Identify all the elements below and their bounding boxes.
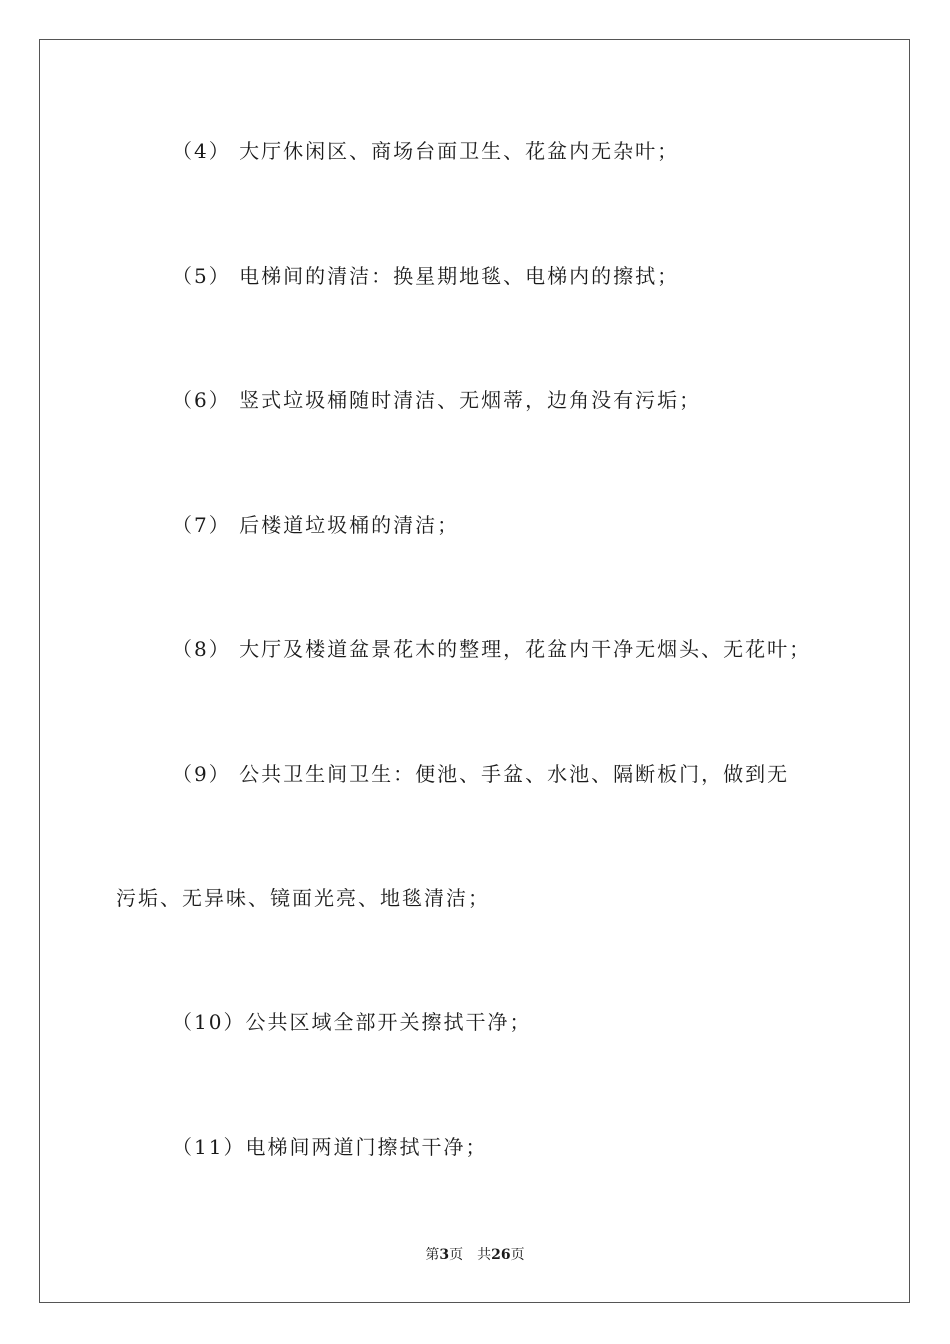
page-border bbox=[39, 39, 910, 1303]
list-item-6: （6） 竖式垃圾桶随时清洁、无烟蒂，边角没有污垢； bbox=[172, 388, 702, 412]
page-footer bbox=[0, 1246, 950, 1264]
page-prefix: 第 bbox=[425, 1247, 440, 1263]
list-item-4: （4） 大厅休闲区、商场台面卫生、花盆内无杂叶； bbox=[172, 139, 680, 163]
list-item-7: （7） 后楼道垃圾桶的清洁； bbox=[172, 513, 460, 537]
total-prefix: 共 bbox=[477, 1247, 492, 1263]
list-item-11: （11）电梯间两道门擦拭干净； bbox=[172, 1135, 488, 1159]
page-number: 3 bbox=[439, 1247, 450, 1263]
total-pages: 26 bbox=[491, 1247, 511, 1263]
list-item-5: （5） 电梯间的清洁：换星期地毯、电梯内的擦拭； bbox=[172, 264, 680, 288]
list-item-10: （10）公共区域全部开关擦拭干净； bbox=[172, 1010, 532, 1034]
list-item-9: （9） 公共卫生间卫生：便池、手盆、水池、隔断板门，做到无 bbox=[172, 762, 790, 786]
list-item-8: （8） 大厅及楼道盆景花木的整理，花盆内干净无烟头、无花叶； bbox=[172, 637, 812, 661]
list-item-9-continued: 污垢、无异味、镜面光亮、地毯清洁； bbox=[116, 886, 490, 910]
total-suffix: 页 bbox=[510, 1247, 525, 1263]
page-suffix: 页 bbox=[449, 1247, 464, 1263]
